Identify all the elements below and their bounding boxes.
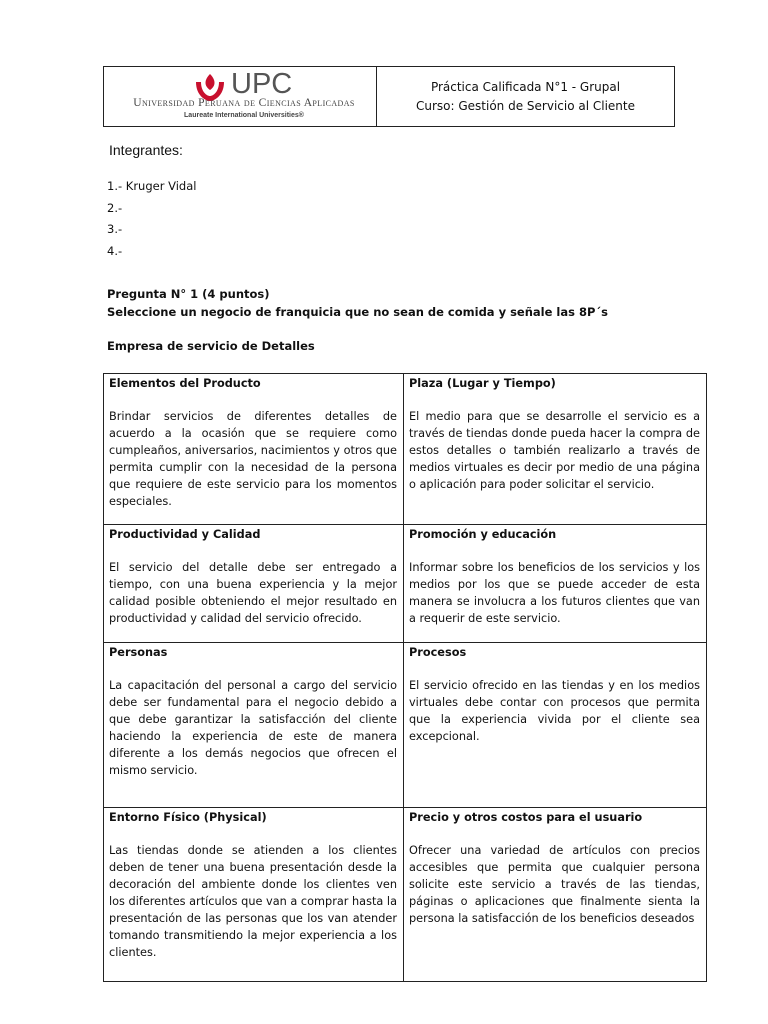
table-cell (104, 525, 404, 643)
member-item: 1.- Kruger Vidal (107, 179, 197, 193)
cell-title: Elementos del Producto (109, 377, 261, 390)
cell-title: Procesos (409, 646, 467, 659)
logo-brand: UPC (231, 68, 293, 100)
cell-title: Precio y otros costos para el usuario (409, 811, 643, 824)
cell-body: El medio para que se desarrolle el servicio es a través de tiendas donde pueda hacer la compra de estos detalles o también realizarlo a través de medios virtuales es decir por medio de una página o aplicación para poder solicitar el servicio. (409, 410, 700, 491)
cell-body: El servicio del detalle debe ser entregado a tiempo, con una buena experiencia y la mejor calidad posible obteniendo el mejor resultado en productividad y calidad del servicio ofrecido. (109, 561, 397, 625)
cell-body: Ofrecer una variedad de artículos con precios accesibles que permita que cualquier persona solicite este servicio a través de las tiendas, páginas o aplicaciones que finalmente sienta la persona la satisfacción de los beneficios deseados (409, 844, 700, 925)
integrantes-label: Integrantes: (109, 142, 183, 158)
cell-title: Personas (109, 646, 168, 659)
company-name: Empresa de servicio de Detalles (107, 339, 315, 353)
table-cell (104, 374, 404, 525)
cell-body: El servicio ofrecido en las tiendas y en los medios virtuales debe contar con procesos que permita que la experiencia vivida por el cliente sea excepcional. (409, 679, 700, 743)
cell-title: Productividad y Calidad (109, 528, 261, 541)
table-row (104, 808, 707, 982)
cell-body: Las tiendas donde se atienden a los clientes deben de tener una buena presentación desde la decoración del ambiente donde los clientes ven los diferentes artículos que van a comprar hasta la presentación de las personas que los van atender tomando transmitiendo la mejor experiencia a los clientes. (109, 844, 397, 959)
table-cell (404, 643, 707, 808)
course-title: Curso: Gestión de Servicio al Cliente (416, 99, 635, 113)
eight-ps-table (103, 373, 707, 982)
cell-title: Promoción y educación (409, 528, 557, 541)
question-prompt: Seleccione un negocio de franquicia que no sean de comida y señale las 8P´s (107, 305, 608, 319)
table-cell (404, 525, 707, 643)
cell-title: Entorno Físico (Physical) (109, 811, 267, 824)
member-item: 2.- (107, 201, 123, 215)
table-cell (404, 374, 707, 525)
table-cell (104, 808, 404, 982)
practice-title: Práctica Calificada N°1 - Grupal (430, 80, 621, 94)
cell-body: La capacitación del personal a cargo del servicio debe ser fundamental para el negocio debido a que debe garantizar la satisfacción del cliente haciendo la experiencia de este de manera diferente a los demás negocios que ofrecen el mismo servicio. (109, 679, 397, 777)
table-cell (104, 643, 404, 808)
document-header (103, 66, 675, 127)
table-row (104, 643, 707, 808)
cell-body: Informar sobre los beneficios de los servicios y los medios por los que se puede acceder de esta manera se involucra a los futuros clientes que van a requerir de este servicio. (409, 561, 700, 625)
header-title-block (377, 67, 674, 126)
member-item: 3.- (107, 222, 123, 236)
cell-body: Brindar servicios de diferentes detalles de acuerdo a la ocasión que se requiere como cumpleaños, aniversarios, nacimientos y otros que permita cumplir con la necesidad de la persona que requiere de este servicio para los momentos especiales. (109, 410, 397, 508)
table-row (104, 525, 707, 643)
table-cell (404, 808, 707, 982)
logo-university-name: Universidad Peruana de Ciencias Aplicadas (133, 97, 355, 109)
member-item: 4.- (107, 244, 123, 258)
question-title: Pregunta N° 1 (4 puntos) (107, 287, 270, 301)
table-row (104, 374, 707, 525)
cell-title: Plaza (Lugar y Tiempo) (409, 377, 556, 390)
logo-tagline: Laureate International Universities® (184, 112, 304, 119)
university-logo (104, 67, 377, 126)
